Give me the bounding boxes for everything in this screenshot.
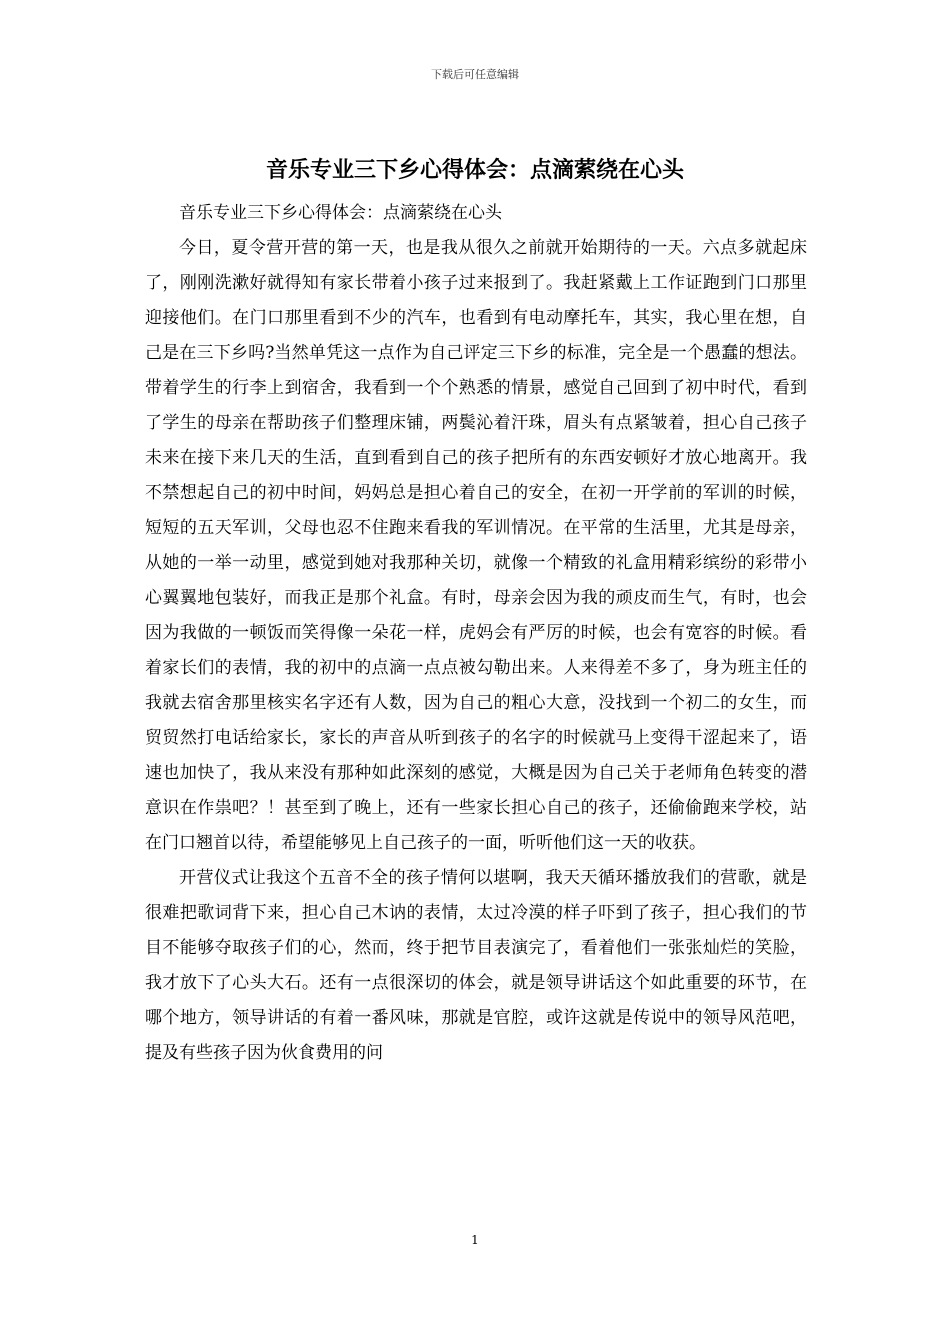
- document-title: 音乐专业三下乡心得体会：点滴萦绕在心头: [265, 157, 684, 183]
- paragraph: 今日，夏令营开营的第一天，也是我从很久之前就开始期待的一天。六点多就起床了，刚刚洗漱好就得知有家长带着小孩子过来报到了。我赶紧戴上工作证跑到门口那里迎接他们。在门口那里看到不少的汽车，也看到有电动摩托车，其实，我心里在想，自己是在三下乡吗?当然单凭这一点作为自己评定三下乡的标准，完全是一个愚蠢的想法。带着学生的行李上到宿舍，我看到一个个熟悉的情景，感觉自己回到了初中时代，看到了学生的母亲在帮助孩子们整理床铺，两鬓沁着汗珠，眉头有点紧皱着，担心自己孩子未来在接下来几天的生活，直到看到自己的孩子把所有的东西安顿好才放心地离开。我不禁想起自己的初中时间，妈妈总是担心着自己的安全，在初一开学前的军训的时候，短短的五天军训，父母也忍不住跑来看我的军训情况。在平常的生活里，尤其是母亲，从她的一举一动里，感觉到她对我那种关切，就像一个精致的礼盒用精彩缤纷的彩带小心翼翼地包装好，而我正是那个礼盒。有时，母亲会因为我的顽皮而生气，有时，也会因为我做的一顿饭而笑得像一朵花一样，虎妈会有严厉的时候，也会有宽容的时候。看着家长们的表情，我的初中的点滴一点点被勾勒出来。人来得差不多了，身为班主任的我就去宿舍那里核实名字还有人数，因为自己的粗心大意，没找到一个初二的女生，而贸贸然打电话给家长，家长的声音从听到孩子的名字的时候就马上变得干涩起来了，语速也加快了，我从来没有那种如此深刻的感觉，大概是因为自己关于老师角色转变的潜意识在作祟吧？！甚至到了晚上，还有一些家长担心自己的孩子，还偷偷跑来学校，站在门口翘首以待，希望能够见上自己孩子的一面，听听他们这一天的收获。: [145, 238, 807, 853]
- paragraph: 开营仪式让我这个五音不全的孩子情何以堪啊，我天天循环播放我们的营歌，就是很难把歌词背下来，担心自己木讷的表情，太过冷漠的样子吓到了孩子，担心我们的节目不能够夺取孩子们的心，然而，终于把节目表演完了，看着他们一张张灿烂的笑脸，我才放下了心头大石。还有一点很深切的体会，就是领导讲话这个如此重要的环节，在哪个地方，领导讲话的有着一番风味，那就是官腔，或许这就是传说中的领导风范吧，提及有些孩子因为伙食费用的问: [145, 868, 807, 1063]
- paragraph-subtitle: 音乐专业三下乡心得体会：点滴萦绕在心头: [179, 203, 502, 223]
- document-body: [145, 196, 807, 1071]
- page-number: 1: [471, 1233, 479, 1247]
- page-header: 下载后可任意编辑: [431, 68, 519, 81]
